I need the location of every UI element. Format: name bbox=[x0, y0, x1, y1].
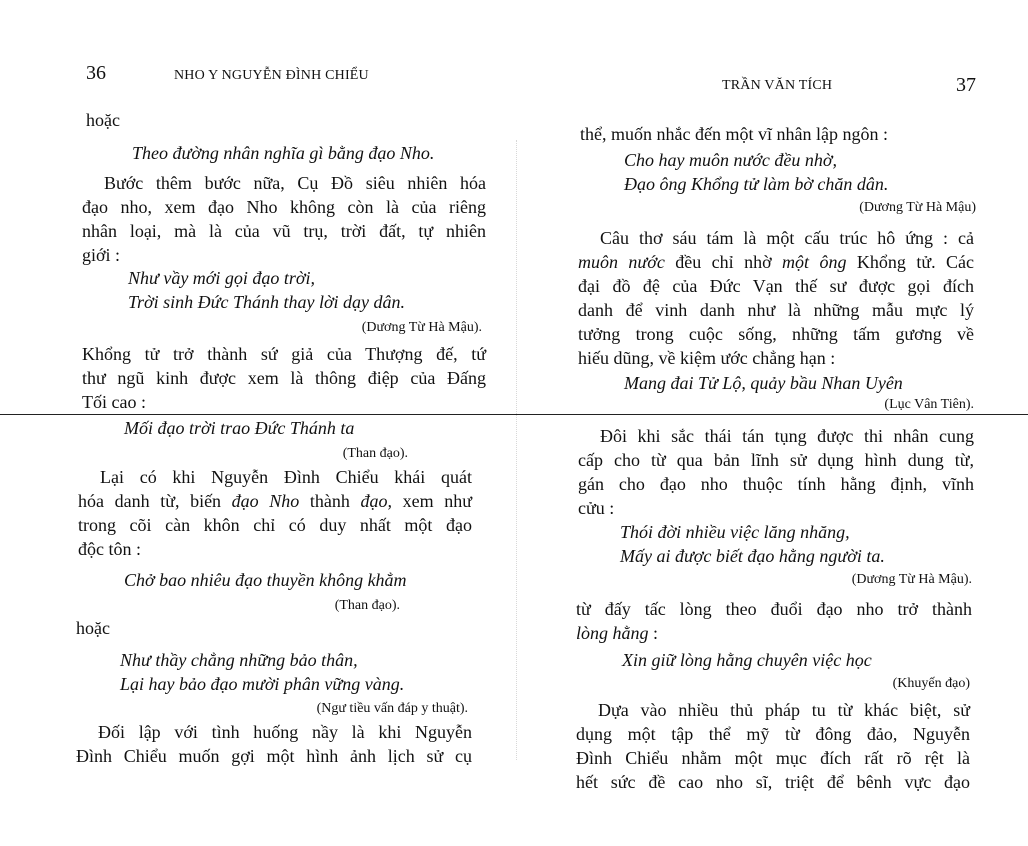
or-line-2: hoặc bbox=[76, 618, 110, 638]
continued-line: thể, muốn nhắc đến một vĩ nhân lập ngôn : bbox=[580, 124, 888, 144]
paragraph-1: Bước thêm bước nữa, Cụ Đồ siêu nhiên hóa đạo nho, xem đạo Nho không còn là của riêng nhân loại, mà là của vũ trụ, trời đất, tự nhiên giới : bbox=[82, 173, 486, 265]
right-running-head: TRẦN VĂN TÍCH bbox=[722, 78, 833, 93]
source-r2: (Lục Vân Tiên). bbox=[884, 397, 974, 412]
verse-4: Chở bao nhiêu đạo thuyền không khẳm bbox=[124, 570, 407, 590]
paragraph-4: Đối lập với tình huống nầy là khi Nguyễn Đình Chiểu muốn gợi một hình ảnh lịch sử cụ bbox=[76, 722, 472, 766]
verse-r1: Cho hay muôn nước đều nhờ, Đạo ông Khổng tử làm bờ chăn dân. bbox=[624, 150, 889, 194]
source-r1: (Dương Từ Hà Mậu) bbox=[859, 200, 976, 215]
verse-1: Theo đường nhân nghĩa gì bằng đạo Nho. bbox=[132, 143, 435, 163]
paragraph-r3: từ đấy tấc lòng theo đuổi đạo nho trở thành lòng hằng : bbox=[576, 599, 972, 643]
source-r3: (Dương Từ Hà Mậu). bbox=[851, 572, 972, 587]
scan-horizontal-line bbox=[0, 414, 1028, 415]
verse-3: Mối đạo trời trao Đức Thánh ta bbox=[124, 418, 355, 438]
paragraph-2: Khổng tử trở thành sứ giả của Thượng đế, tứ thư ngũ kinh được xem là thông điệp của Đấng Tối cao : bbox=[82, 344, 486, 412]
paragraph-r1: Câu thơ sáu tám là một cấu trúc hô ứng : cả muôn nước đều chỉ nhờ một ông Khổng tử. Các đại đồ đệ của Đức Vạn thế sư được gọi đích danh để vinh danh như là những mẫu mực lý tưởng trong cuộc sống, những tấm gương về hiếu dũng, về kiệm ước chẳng hạn : bbox=[578, 228, 975, 368]
verse-r2: Mang đai Tử Lộ, quảy bầu Nhan Uyên bbox=[624, 373, 903, 393]
paragraph-r4: Dựa vào nhiều thủ pháp tu từ khác biệt, sử dụng một tập thể mỹ từ đông đảo, Nguyễn Đình Chiểu nhằm một mục đích rất rõ rệt là hết sức đề cao nho sĩ, triệt để bênh vực đạo bbox=[576, 700, 970, 792]
or-line-1: hoặc bbox=[86, 110, 120, 130]
source-5: (Ngư tiều vấn đáp y thuật). bbox=[316, 701, 468, 716]
verse-r3: Thói đời nhiều việc lăng nhăng, Mấy ai được biết đạo hằng người ta. bbox=[620, 522, 885, 566]
source-3: (Than đạo). bbox=[342, 446, 408, 461]
verse-2: Như vầy mới gọi đạo trời, Trời sinh Đức Thánh thay lời dạy dân. bbox=[128, 268, 406, 312]
left-page-number: 36 bbox=[86, 62, 106, 84]
source-r4: (Khuyến đạo) bbox=[892, 676, 970, 691]
verse-r4: Xin giữ lòng hằng chuyên việc học bbox=[622, 650, 872, 670]
paragraph-3: Lại có khi Nguyễn Đình Chiểu khái quát hóa danh từ, biến đạo Nho thành đạo, xem như trong cõi càn khôn chỉ có duy nhất một đạo độc tôn : bbox=[78, 467, 472, 559]
source-2: (Dương Từ Hà Mậu). bbox=[361, 320, 482, 335]
page-fold bbox=[516, 140, 517, 760]
paragraph-r2: Đôi khi sắc thái tán tụng được thi nhân cung cấp cho từ qua bản lĩnh sử dụng hình dung từ, gán cho đạo nho thuộc tính hằng định, vĩnh cửu : bbox=[578, 426, 974, 518]
left-running-head: NHO Y NGUYỄN ĐÌNH CHIỂU bbox=[174, 68, 369, 83]
source-4: (Than đạo). bbox=[334, 598, 400, 613]
right-page-number: 37 bbox=[956, 74, 976, 96]
verse-5: Như thầy chẳng những bảo thân, Lại hay bảo đạo mười phân vững vàng. bbox=[120, 650, 405, 694]
